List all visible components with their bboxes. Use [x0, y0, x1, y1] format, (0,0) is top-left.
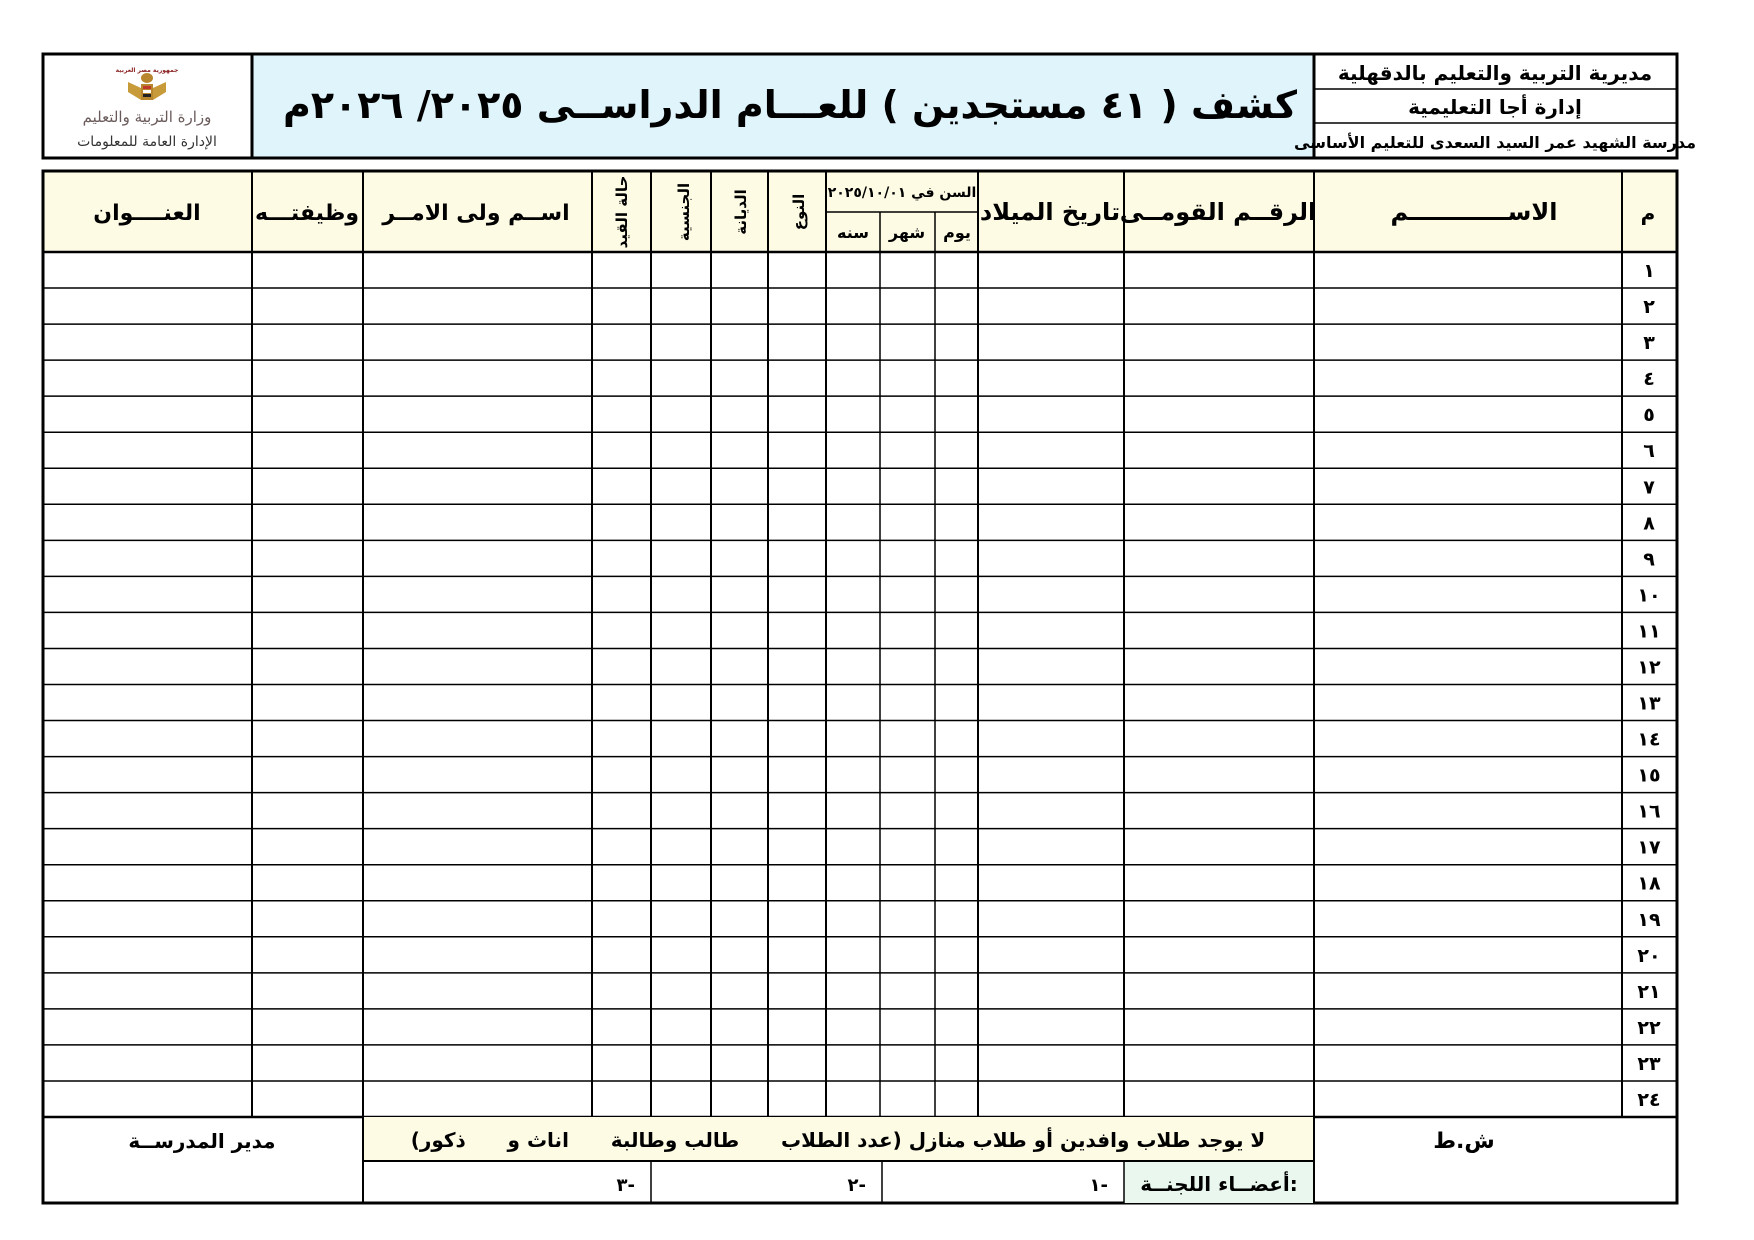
row-number: ١٠ — [1637, 584, 1661, 607]
header-occupation: وظيفتـــه — [254, 201, 360, 226]
students-note: لا يوجد طلاب وافدين أو طلاب منازل (عدد الطلاب طالب وطالبة اناث و ذكور) — [410, 1128, 1266, 1152]
row-number: ٤ — [1643, 368, 1655, 391]
affairs-label: ش.ط — [1433, 1129, 1495, 1154]
committee-member-2: ٢- — [847, 1175, 866, 1196]
header-name: الاســــــــــــم — [1390, 198, 1558, 226]
header-address: العنــــوان — [93, 201, 201, 226]
header-index: م — [1640, 201, 1656, 225]
header-guardian-name: اســم ولى الامــر — [382, 201, 570, 226]
row-number: ١٤ — [1637, 728, 1661, 751]
header-religion: الديانة — [732, 189, 750, 235]
row-number: ٦ — [1643, 440, 1655, 463]
row-number: ٢ — [1643, 296, 1655, 319]
header-gender: النوع — [790, 193, 808, 231]
header-day: يوم — [943, 223, 971, 242]
logo-ministry-text: وزارة التربية والتعليم — [82, 108, 212, 126]
directorate-label: مديرية التربية والتعليم بالدقهلية — [1337, 61, 1653, 85]
header-month: شهر — [888, 223, 926, 242]
header-enrollment-status: حالة القيد — [613, 175, 631, 249]
header-birth-date: تاريخ الميلاد — [979, 198, 1121, 226]
header-age-caption: السن في ٢٠٢٥/١٠/٠١ — [827, 185, 977, 201]
row-number: ١٧ — [1637, 836, 1661, 859]
eagle-emblem-icon — [128, 73, 166, 100]
table-outer-border — [43, 171, 1677, 1203]
committee-member-1: ١- — [1089, 1175, 1108, 1196]
school-label: مدرسة الشهيد عمر السيد السعدى للتعليم الأساسى — [1294, 133, 1696, 152]
row-number: ٨ — [1643, 512, 1655, 535]
row-number: ١٢ — [1637, 656, 1661, 679]
administration-label: إدارة أجا التعليمية — [1408, 95, 1582, 119]
row-number: ١١ — [1637, 620, 1661, 643]
header-nationality: الجنسية — [675, 182, 693, 242]
header-year: سنه — [837, 223, 869, 242]
principal-label: مدير المدرســة — [128, 1129, 276, 1153]
row-number: ١٥ — [1637, 764, 1661, 787]
row-number: ١٨ — [1637, 872, 1661, 895]
row-number: ١٣ — [1637, 692, 1661, 715]
row-number: ٥ — [1643, 404, 1655, 427]
row-number: ٢٤ — [1637, 1088, 1661, 1111]
committee-member-3: ٣- — [616, 1175, 635, 1196]
row-number: ٢٢ — [1637, 1016, 1661, 1039]
row-number: ٢٣ — [1637, 1052, 1661, 1075]
row-number: ١٩ — [1637, 908, 1661, 931]
ministry-logo — [77, 67, 217, 150]
row-number: ٧ — [1643, 476, 1655, 499]
header-national-id: الرقــم القومــى — [1119, 198, 1317, 226]
row-number: ٩ — [1643, 548, 1655, 571]
row-number: ١٦ — [1637, 800, 1661, 823]
row-number: ١ — [1643, 260, 1655, 283]
logo-country-text: جمهورية مصر العربية — [115, 67, 179, 74]
row-number: ٢١ — [1637, 980, 1661, 1003]
committee-label: أعضــاء اللجنــة: — [1140, 1172, 1298, 1196]
row-number: ٢٠ — [1637, 944, 1661, 967]
page-title: كشف ( ٤١ مستجدين ) للعـــام الدراســى ٢٠٢٥/ ٢٠٢٦م — [282, 83, 1298, 127]
logo-department-text: الإدارة العامة للمعلومات — [77, 134, 217, 150]
row-number: ٣ — [1643, 332, 1655, 355]
